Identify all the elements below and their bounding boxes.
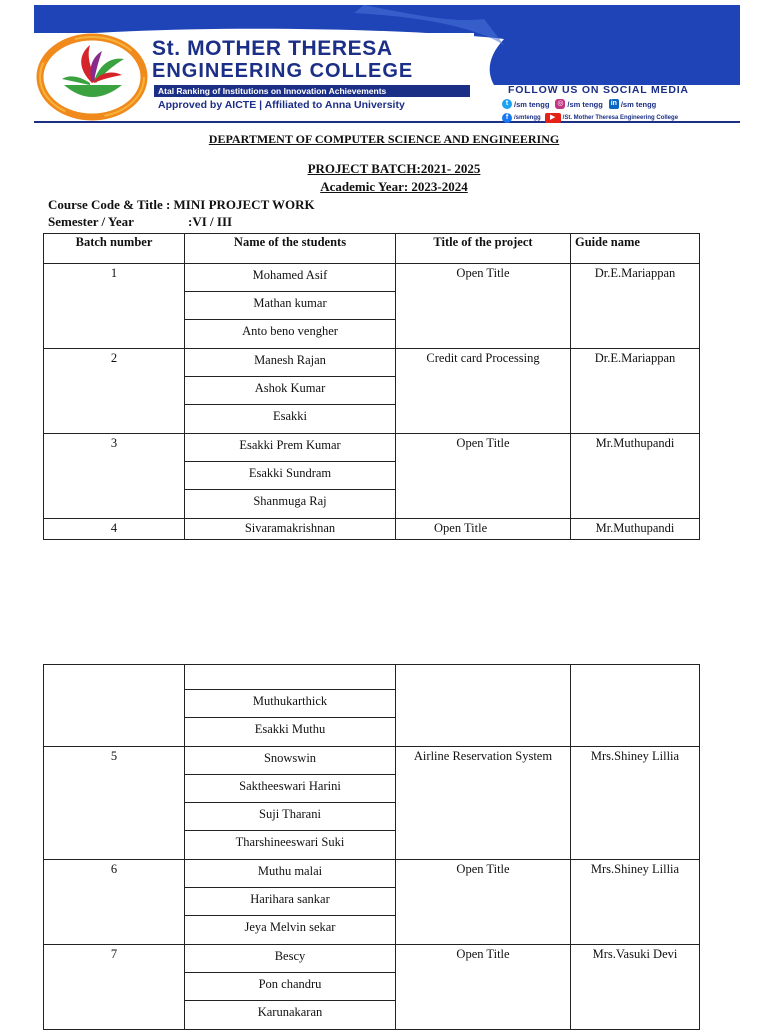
project-title-cell: Open Title	[396, 434, 571, 519]
facebook-icon: f	[502, 113, 512, 123]
college-banner	[34, 5, 740, 125]
student-name: Anto beno vengher	[242, 324, 338, 338]
twitter-icon: t	[502, 99, 512, 109]
semester-year	[48, 214, 233, 230]
project-title-cell: Credit card Processing	[396, 349, 571, 434]
twitter-handle: /sm tengg	[514, 99, 550, 109]
student-name: Suji Tharani	[185, 803, 395, 831]
project-title-cell: Open Title	[396, 264, 571, 349]
table-row	[44, 349, 700, 434]
guide-name-cell: Dr.E.Mariappan	[571, 349, 700, 434]
student-name: Muthukarthick	[185, 690, 395, 718]
header-batch-number: Batch number	[44, 234, 185, 264]
batch-number-cell: 2	[44, 349, 185, 434]
project-title-cell	[396, 665, 571, 747]
guide-name-cell: Mr.Muthupandi	[571, 434, 700, 519]
college-name-line2: ENGINEERING COLLEGE	[152, 60, 414, 82]
student-name: Esakki Prem Kumar	[185, 434, 395, 462]
student-name: Esakki	[272, 409, 308, 423]
student-name: Esakki Muthu	[254, 722, 326, 736]
course-code-title: Course Code & Title : MINI PROJECT WORK	[48, 197, 315, 212]
student-names-cell	[185, 519, 396, 540]
header-guide-name: Guide name	[571, 234, 700, 264]
project-title-cell: Airline Reservation System	[396, 747, 571, 860]
project-batch-table-continued	[43, 664, 700, 1030]
batch-number-cell	[44, 665, 185, 747]
project-title-cell: Open Title	[396, 519, 571, 540]
social-row-2	[502, 111, 738, 125]
instagram-handle: /sm tengg	[567, 99, 603, 109]
student-name: Esakki Sundram	[185, 462, 395, 490]
youtube-handle: /St. Mother Theresa Engineering College	[562, 115, 679, 121]
table-row	[44, 519, 700, 540]
batch-number-cell: 3	[44, 434, 185, 519]
student-name: Saktheeswari Harini	[185, 775, 395, 803]
linkedin-link[interactable]	[609, 99, 656, 109]
instagram-link[interactable]	[555, 99, 602, 109]
student-name: Tharshineeswari Suki	[235, 835, 345, 849]
project-title-cell: Open Title	[396, 945, 571, 1030]
table-row	[44, 945, 700, 1030]
student-name: Harihara sankar	[185, 888, 395, 916]
student-names-cell	[185, 665, 396, 747]
batch-number-cell: 5	[44, 747, 185, 860]
semester-label: Semester / Year	[48, 214, 134, 229]
student-names-cell	[185, 747, 396, 860]
guide-name-cell: Dr.E.Mariappan	[571, 264, 700, 349]
facebook-link[interactable]	[502, 113, 541, 123]
approval-text: Approved by AICTE | Affiliated to Anna University	[158, 99, 405, 111]
table-body-continued	[44, 665, 700, 1030]
student-names-cell	[185, 860, 396, 945]
student-name: Mohamed Asif	[185, 264, 395, 292]
student-name: Shanmuga Raj	[253, 494, 327, 508]
academic-year-heading: Academic Year: 2023-2024	[320, 179, 468, 194]
follow-us-heading: FOLLOW US ON SOCIAL MEDIA	[508, 84, 689, 96]
student-name: Muthu malai	[185, 860, 395, 888]
header-student-names: Name of the students	[185, 234, 396, 264]
youtube-icon: ▶	[545, 113, 561, 123]
student-name: Pon chandru	[185, 973, 395, 1001]
header-project-title: Title of the project	[396, 234, 571, 264]
linkedin-handle: /sm tengg	[620, 99, 657, 109]
table-row	[44, 860, 700, 945]
student-name: Karunakaran	[257, 1005, 323, 1019]
guide-name-cell: Mr.Muthupandi	[571, 519, 700, 540]
student-name: Snowswin	[185, 747, 395, 775]
table-body	[44, 264, 700, 540]
social-row-1	[502, 97, 738, 111]
student-name: Mathan kumar	[185, 292, 395, 320]
atal-ranking-strip: Atal Ranking of Institutions on Innovation Achievements	[154, 85, 470, 97]
linkedin-icon: in	[610, 100, 617, 107]
college-name	[152, 37, 413, 83]
guide-name-cell: Mrs.Shiney Lillia	[571, 860, 700, 945]
table-header-row	[44, 234, 700, 264]
table-row	[44, 747, 700, 860]
batch-number-cell: 4	[44, 519, 185, 540]
student-name: Manesh Rajan	[185, 349, 395, 377]
table-row	[44, 434, 700, 519]
table-row	[44, 665, 700, 747]
student-name: Ashok Kumar	[185, 377, 395, 405]
facebook-handle: /smtengg	[514, 115, 541, 121]
student-name: Sivaramakrishnan	[244, 521, 336, 535]
project-batch-table	[43, 233, 700, 540]
student-names-cell	[185, 434, 396, 519]
student-names-cell	[185, 264, 396, 349]
table-row	[44, 264, 700, 349]
guide-name-cell: Mrs.Shiney Lillia	[571, 747, 700, 860]
youtube-link[interactable]	[545, 113, 678, 123]
semester-value: :VI / III	[188, 214, 233, 229]
department-heading: DEPARTMENT OF COMPUTER SCIENCE AND ENGINEERING	[208, 132, 560, 146]
project-batch-heading: PROJECT BATCH:2021- 2025	[307, 161, 481, 176]
instagram-icon: ◎	[557, 100, 564, 107]
student-name: Bescy	[185, 945, 395, 973]
guide-name-cell: Mrs.Vasuki Devi	[571, 945, 700, 1030]
continued-cell-spacer	[185, 665, 395, 690]
batch-number-cell: 7	[44, 945, 185, 1030]
student-names-cell	[185, 945, 396, 1030]
twitter-link[interactable]	[502, 99, 549, 109]
batch-number-cell: 6	[44, 860, 185, 945]
student-name: Jeya Melvin sekar	[244, 920, 336, 934]
batch-number-cell: 1	[44, 264, 185, 349]
student-names-cell	[185, 349, 396, 434]
college-name-line1: St. MOTHER THERESA	[152, 37, 393, 60]
project-title-cell: Open Title	[396, 860, 571, 945]
guide-name-cell	[571, 665, 700, 747]
